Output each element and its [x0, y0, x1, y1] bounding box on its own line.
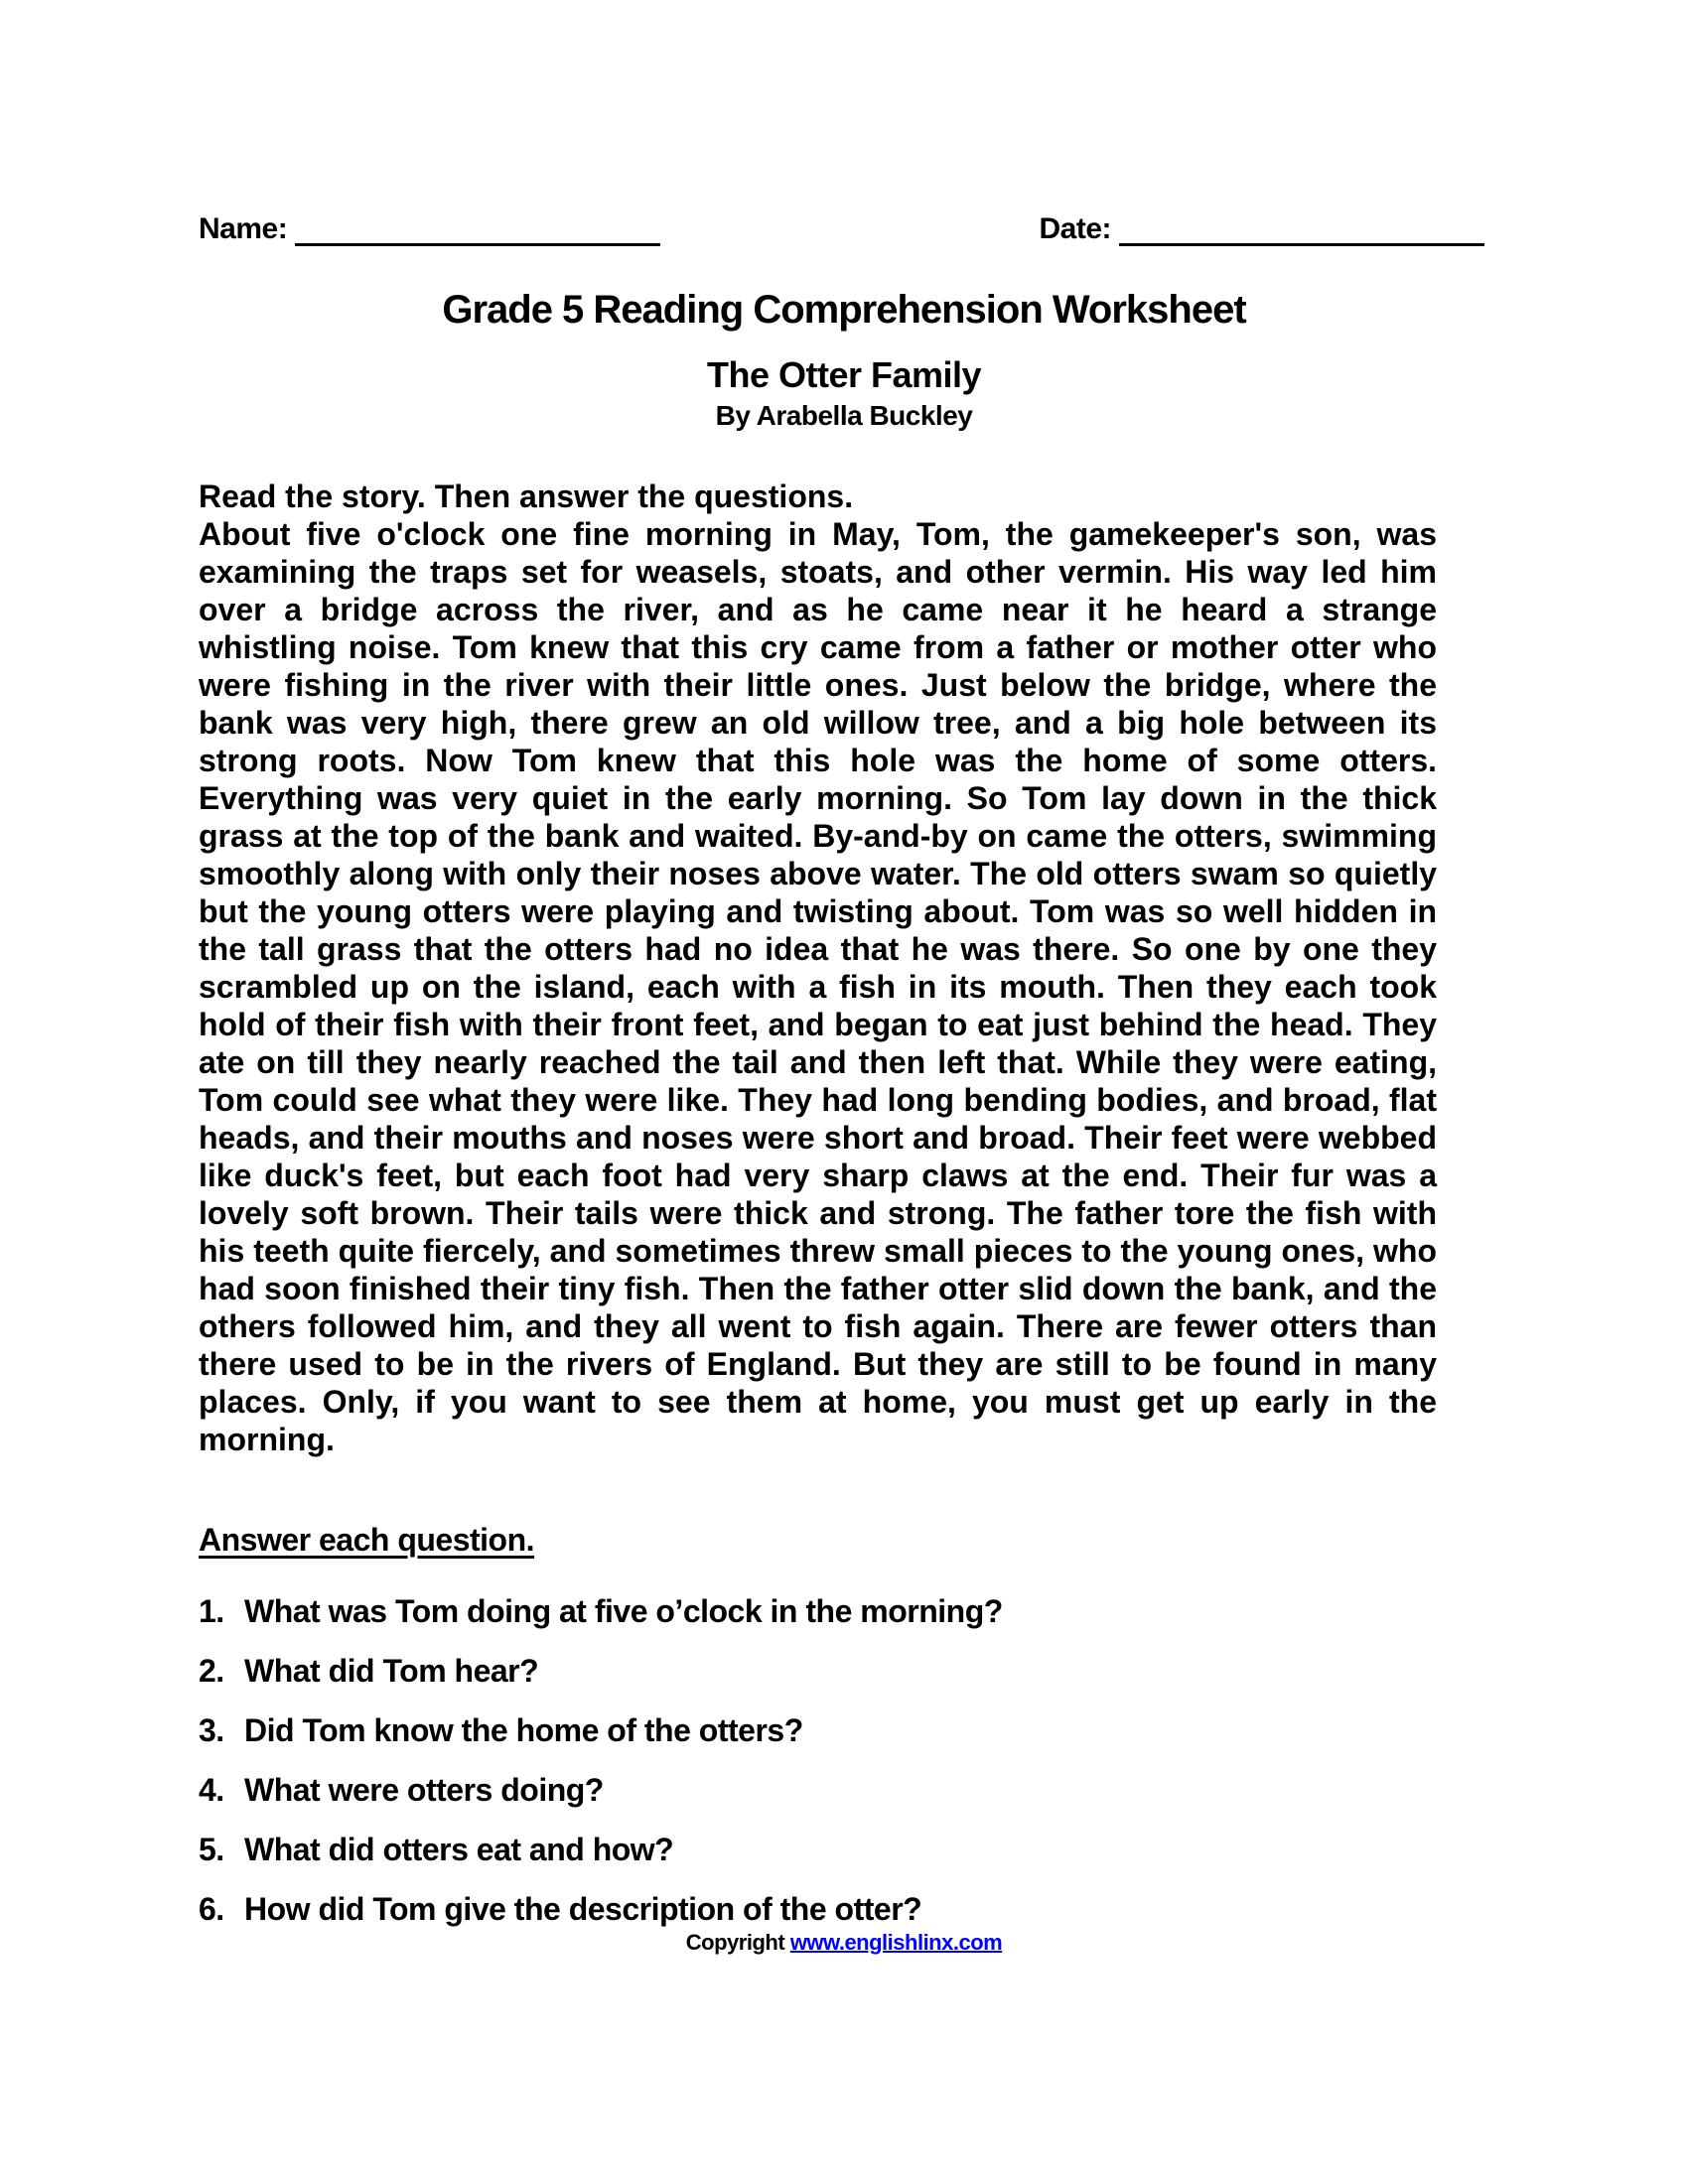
question-item: [199, 1652, 1437, 1690]
question-text: How did Tom give the description of the otter?: [244, 1891, 922, 1927]
questions-list: [199, 1592, 1437, 1928]
question-item: [199, 1592, 1437, 1630]
questions-heading: Answer each question.: [199, 1522, 535, 1558]
question-text: What were otters doing?: [244, 1772, 604, 1808]
name-blank-line[interactable]: [295, 210, 660, 246]
question-item: [199, 1711, 1437, 1749]
question-number: 3.: [199, 1712, 224, 1748]
page-title: Grade 5 Reading Comprehension Worksheet: [442, 288, 1246, 332]
question-number: 1.: [199, 1593, 224, 1629]
story-byline: By Arabella Buckley: [715, 400, 973, 431]
date-field: [1039, 210, 1484, 246]
story-title: The Otter Family: [706, 354, 982, 395]
header: [0, 0, 1688, 246]
name-field: [199, 210, 660, 246]
question-text: What did otters eat and how?: [244, 1832, 674, 1867]
question-text: What was Tom doing at five o’clock in the morning?: [244, 1593, 1003, 1629]
question-item: [199, 1890, 1437, 1928]
question-number: 4.: [199, 1772, 224, 1808]
date-label: Date:: [1039, 212, 1111, 245]
copyright: [0, 1930, 1688, 1956]
question-number: 6.: [199, 1891, 224, 1927]
story-text: About five o'clock one fine morning in May, Tom, the gamekeeper's son, was examining the traps set for weasels, stoats, and other vermin. His way led him over a bridge across the river, and as he came near it he heard a strange whistling noise. Tom knew that this cry came from a father or mother otter who were fishing in the river with their little ones. Just below the bridge, where the bank was very high, there grew an old willow tree, and a big hole between its strong roots. Now Tom knew that this hole was the home of some otters. Everything was very quiet in the early morning. So Tom lay down in the thick grass at the top of the bank and waited. By-and-by on came the otters, swimming smoothly along with only their noses above water. The old otters swam so quietly but the young otters were playing and twisting about. Tom was so well hidden in the tall grass that the otters had no idea that he was there. So one by one they scrambled up on the island, each with a fish in its mouth. Then they each took hold of their fish with their front feet, and began to eat just behind the head. They ate on till they nearly reached the tail and then left that. While they were eating, Tom could see what they were like. They had long bending bodies, and broad, flat heads, and their mouths and noses were short and broad. Their feet were webbed like duck's feet, but each foot had very sharp claws at the end. Their fur was a lovely soft brown. Their tails were thick and strong. The father tore the fish with his teeth quite fiercely, and sometimes threw small pieces to the young ones, who had soon finished their tiny fish. Then the father otter slid down the bank, and the others followed him, and they all went to fish again. There are fewer otters than there used to be in the rivers of England. But they are still to be found in many places. Only, if you want to see them at home, you must get up early in the morning.: [199, 516, 1437, 1457]
copyright-link[interactable]: www.englishlinx.com: [789, 1930, 1003, 1955]
question-item: [199, 1831, 1437, 1868]
name-label: Name:: [199, 212, 288, 245]
question-number: 5.: [199, 1832, 224, 1867]
question-text: What did Tom hear?: [244, 1653, 539, 1689]
question-text: Did Tom know the home of the otters?: [244, 1712, 803, 1748]
date-blank-line[interactable]: [1119, 210, 1484, 246]
story-instruction: Read the story. Then answer the questions.: [199, 478, 854, 514]
copyright-label: Copyright: [685, 1930, 785, 1955]
question-number: 2.: [199, 1653, 224, 1689]
question-item: [199, 1771, 1437, 1809]
